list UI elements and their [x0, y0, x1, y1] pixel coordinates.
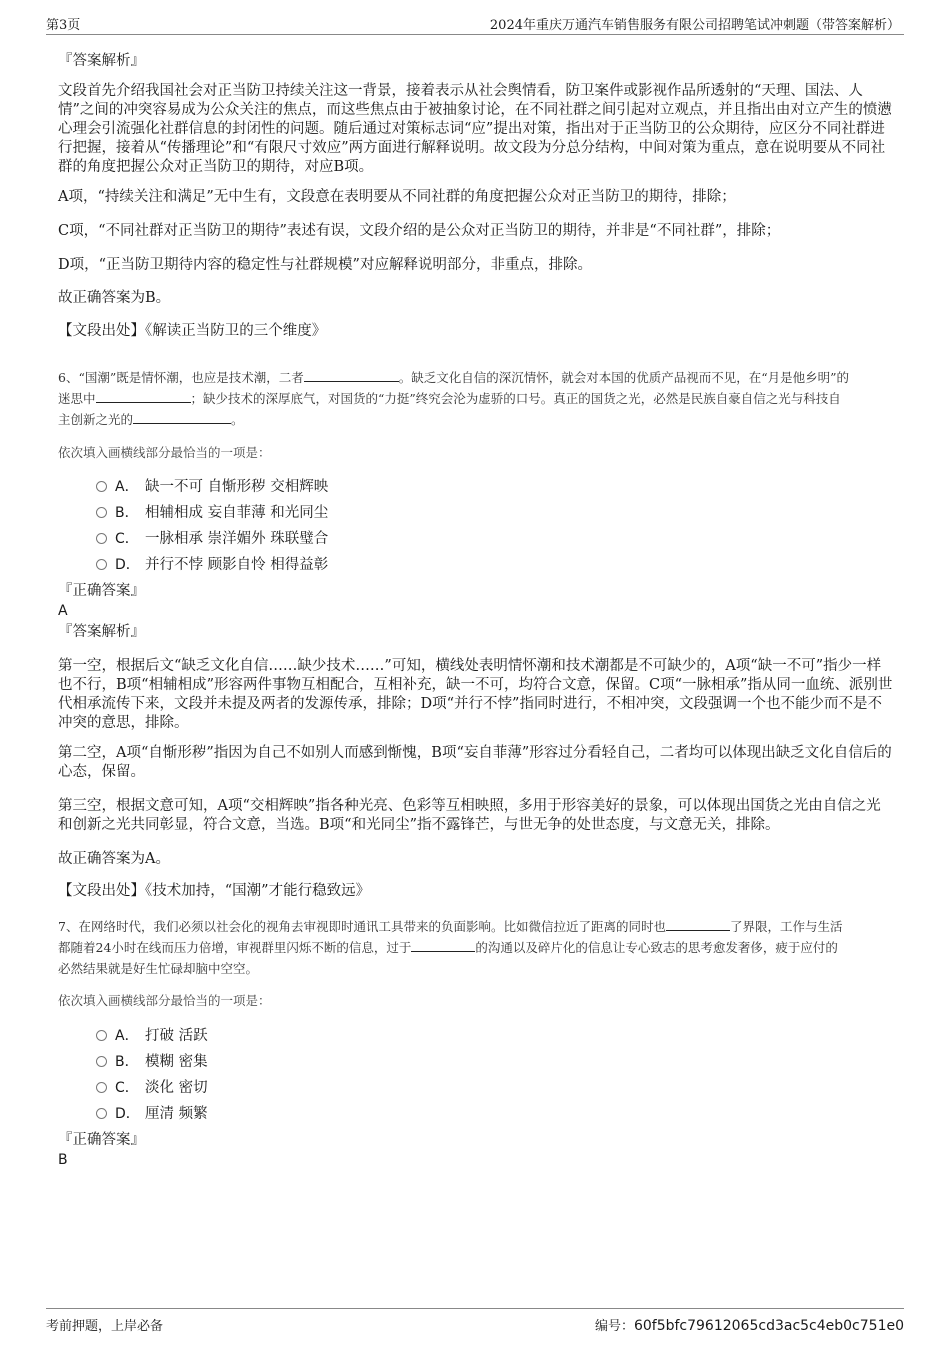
q7-answer: B [58, 1152, 68, 1168]
q6-option-a[interactable] [96, 477, 328, 497]
radio-icon[interactable] [96, 559, 107, 570]
q7-option-b[interactable] [96, 1052, 208, 1072]
q6-option-d[interactable] [96, 555, 328, 575]
option-letter: D． [115, 1106, 140, 1122]
document-code [595, 1315, 904, 1334]
q6-stem-part3: 迷思中 [58, 391, 96, 406]
q6-analysis-para2: 第二空，A项“自惭形秽”指因为自己不如别人而感到惭愧，B项“妄自菲薄”形容过分看轻自己，二者均可以体现出缺乏文化自信后的心态，保留。 [58, 745, 892, 780]
q7-stem [58, 916, 894, 979]
q6-blank-3 [133, 411, 231, 424]
q5-analysis-para4: D项，“正当防卫期待内容的稳定性与社群规模”对应解释说明部分，非重点，排除。 [58, 257, 592, 273]
page-number: 第3页 [46, 18, 81, 33]
q7-stem-part1: 7、在网络时代，我们必须以社会化的视角去审视即时通讯工具带来的负面影响。比如微信拉近了距离的同时也 [58, 919, 666, 934]
radio-icon[interactable] [96, 1108, 107, 1119]
q7-stem-part4: 的沟通以及碎片化的信息让专心致志的思考愈发奢侈，疲于应付的 [475, 940, 838, 955]
radio-icon[interactable] [96, 1082, 107, 1093]
option-text: 打破 活跃 [145, 1028, 208, 1044]
q5-analysis-para2: A项，“持续关注和满足”无中生有，文段意在表明要从不同社群的角度把握公众对正当防卫的期待，排除； [58, 189, 736, 205]
q6-stem-part5: 主创新之光的 [58, 412, 134, 427]
option-text: 淡化 密切 [145, 1080, 208, 1096]
option-text: 厘清 频繁 [145, 1106, 208, 1122]
option-letter: A． [115, 479, 139, 495]
q6-option-c[interactable] [96, 529, 328, 549]
q6-stem-part4: ；缺少技术的深厚底气，对国货的“力挺”终究会沦为虚骄的口号。真正的国货之光，必然是民族自豪自信之光与科技自 [190, 391, 841, 406]
q7-prompt: 依次填入画横线部分最恰当的一项是： [58, 993, 271, 1008]
q6-analysis-para3: 第三空，根据文意可知，A项“交相辉映”指各种光亮、色彩等互相映照，多用于形容美好的景象，可以体现出国货之光由自信之光和创新之光共同彰显，符合文意，当选。B项“和光同尘”指不露锋芒，与世无争的处世态度，与文意无关，排除。 [58, 798, 881, 833]
q6-stem-part1: 6、“国潮”既是情怀潮，也应是技术潮，二者 [58, 370, 304, 385]
q5-source: 【文段出处】《解读正当防卫的三个维度》 [58, 323, 327, 339]
radio-icon[interactable] [96, 1030, 107, 1041]
document-title: 2024年重庆万通汽车销售服务有限公司招聘笔试冲刺题（带答案解析） [489, 18, 900, 33]
q6-source: 【文段出处】《技术加持，“国潮”才能行稳致远》 [58, 883, 371, 899]
option-letter: C． [115, 531, 139, 547]
page-header [46, 14, 904, 35]
option-letter: A． [115, 1028, 139, 1044]
option-text: 相辅相成 妄自菲薄 和光同尘 [145, 505, 329, 521]
q7-blank-1 [666, 918, 730, 931]
q7-stem-part2: 了界限，工作与生活 [729, 919, 843, 934]
option-text: 一脉相承 崇洋媚外 珠联璧合 [145, 531, 329, 547]
q5-analysis-label: 『答案解析』 [58, 53, 145, 69]
footer-slogan: 考前押题，上岸必备 [46, 1319, 164, 1334]
code-value: 60f5bfc79612065cd3ac5c4eb0c751e0 [633, 1318, 904, 1334]
radio-icon[interactable] [96, 481, 107, 492]
q6-answer: A [58, 603, 68, 619]
q7-option-c[interactable] [96, 1078, 208, 1098]
q7-stem-part3: 都随着24小时在线而压力倍增，审视群里闪烁不断的信息，过于 [58, 940, 412, 955]
option-letter: B． [115, 505, 139, 521]
q6-option-b[interactable] [96, 503, 328, 523]
q6-blank-2 [96, 390, 191, 403]
option-text: 缺一不可 自惭形秽 交相辉映 [145, 479, 329, 495]
q6-analysis-label: 『答案解析』 [58, 624, 145, 640]
q6-blank-1 [304, 369, 399, 382]
q7-stem-part5: 必然结果就是好生忙碌却脑中空空。 [58, 961, 259, 976]
q6-stem-part6: 。 [231, 412, 244, 427]
page-footer [46, 1308, 904, 1335]
q6-analysis-para1: 第一空，根据后文“缺乏文化自信……缺少技术……”可知，横线处表明情怀潮和技术潮都是不可缺少的，A项“缺一不可”指少一样也不行，B项“相辅相成”形容两件事物互相配合，互相补充，缺一不可，均符合文意，保留。C项“一脉相承”指从同一血统、派别世代相承流传下来，文段并未提及两者的发源传承，排除；D项“并行不悖”指同时进行，不相冲突，文段强调一个也不能少而不是不冲突的意思，排除。 [58, 658, 893, 731]
q6-stem [58, 367, 894, 430]
option-letter: D． [115, 557, 140, 573]
option-text: 并行不悖 顾影自怜 相得益彰 [145, 557, 329, 573]
q5-conclusion: 故正确答案为B。 [58, 290, 171, 306]
q6-prompt: 依次填入画横线部分最恰当的一项是： [58, 445, 271, 460]
option-letter: B． [115, 1054, 139, 1070]
q5-analysis-para3: C项，“不同社群对正当防卫的期待”表述有误，文段介绍的是公众对正当防卫的期待，并非是“不同社群”，排除； [58, 223, 781, 239]
q7-option-a[interactable] [96, 1026, 208, 1046]
radio-icon[interactable] [96, 1056, 107, 1067]
q7-answer-label: 『正确答案』 [58, 1132, 145, 1148]
q6-stem-part2: 。缺乏文化自信的深沉情怀，就会对本国的优质产品视而不见，在“月是他乡明”的 [398, 370, 850, 385]
q5-analysis-para1: 文段首先介绍我国社会对正当防卫持续关注这一背景，接着表示从社会舆情看，防卫案件或影视作品所透射的“天理、国法、人情”之间的冲突容易成为公众关注的焦点，而这些焦点由于被抽象讨论，在不同社群之间引起对立观点，并且指出由对立产生的愤懑心理会引流强化社群信息的封闭性的问题。随后通过对策标志词“应”提出对策，指出对于正当防卫的公众期待，应区分不同社群进行把握，接着从“传播理论”和“有限尺寸效应”两方面进行解释说明。故文段为分总分结构，中间对策为重点，意在说明要从不同社群的角度把握公众对正当防卫的期待，对应B项。 [58, 83, 892, 175]
q7-option-d[interactable] [96, 1104, 208, 1124]
radio-icon[interactable] [96, 507, 107, 518]
option-letter: C． [115, 1080, 139, 1096]
code-label: 编号： [594, 1319, 634, 1334]
option-text: 模糊 密集 [145, 1054, 208, 1070]
q6-answer-label: 『正确答案』 [58, 583, 145, 599]
radio-icon[interactable] [96, 533, 107, 544]
q6-conclusion: 故正确答案为A。 [58, 851, 170, 867]
q7-blank-2 [411, 939, 475, 952]
